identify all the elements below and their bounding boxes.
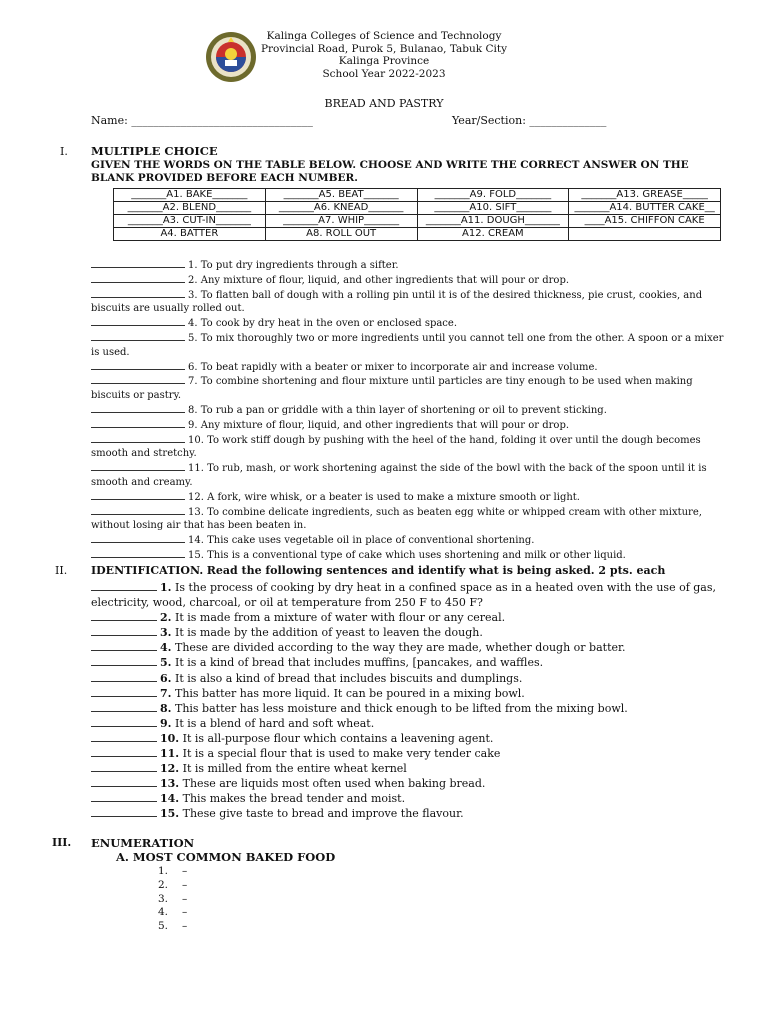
list-item: 13. To combine delicate ingredients, such as beaten egg white or whipped cream with other mixture, without losing air that has been beaten in. [91, 506, 702, 532]
identification-list [91, 580, 731, 822]
list-item: 7. To combine shortening and flour mixture until particles are tiny enough to be used when making biscuits or pastry. [91, 376, 693, 402]
list-item: 14. This makes the bread tender and moist. [91, 791, 731, 806]
table-row [114, 228, 721, 241]
section-3-number: III. [52, 836, 72, 849]
answer-blank[interactable] [91, 331, 185, 341]
table-cell: A8. ROLL OUT [265, 228, 417, 241]
list-item[interactable]: 4. – [158, 906, 188, 919]
table-cell: _______A3. CUT-IN_______ [114, 215, 266, 228]
list-item[interactable]: 1. – [158, 865, 188, 877]
answer-blank[interactable] [91, 490, 185, 500]
list-item: 5. It is a kind of bread that includes muffins, [pancakes, and waffles. [91, 655, 731, 670]
table-cell: A4. BATTER [114, 228, 266, 241]
table-cell: _______A7. WHIP_______ [265, 215, 417, 228]
answer-blank[interactable] [91, 461, 185, 471]
table-cell: A12. CREAM [417, 228, 569, 241]
list-item: 9. It is a blend of hard and soft wheat. [91, 716, 731, 731]
list-item[interactable]: 3. – [158, 892, 188, 905]
name-field[interactable]: Name: _________________________________ [91, 114, 313, 127]
section-2-number: II. [55, 564, 68, 577]
list-item: 1. Is the process of cooking by dry heat in a confined space as in a heated oven with the use of gas, electricity, wood, charcoal, or oil at temperature from 250 F to 450 F? [91, 581, 717, 610]
answer-blank[interactable] [91, 686, 157, 697]
answer-blank[interactable] [91, 316, 185, 326]
year-section-field[interactable]: Year/Section: ______________ [452, 114, 607, 127]
list-item: 4. To cook by dry heat in the oven or enclosed space. [91, 316, 731, 331]
table-cell: _______A10. SIFT_______ [417, 202, 569, 215]
table-row [114, 215, 721, 228]
answer-blank[interactable] [91, 776, 157, 787]
answer-blank[interactable] [91, 746, 157, 757]
table-cell: _______A5. BEAT_______ [265, 189, 417, 202]
table-cell: _______A1. BAKE_______ [114, 189, 266, 202]
list-item: 8. This batter has less moisture and thick enough to be lifted from the mixing bowl. [91, 701, 731, 716]
table-cell: _______A9. FOLD_______ [417, 189, 569, 202]
answer-blank[interactable] [91, 625, 157, 636]
answer-blank[interactable] [91, 701, 157, 712]
section-1-title: MULTIPLE CHOICE [91, 144, 218, 158]
answer-blank[interactable] [91, 433, 185, 443]
answer-blank[interactable] [91, 374, 185, 384]
enumeration-list [158, 865, 187, 934]
answer-blank[interactable] [91, 806, 157, 817]
table-cell: _______A11. DOUGH_______ [417, 215, 569, 228]
section-2-title: IDENTIFICATION. [91, 564, 204, 577]
answer-blank[interactable] [91, 716, 157, 727]
section-1-instructions: GIVEN THE WORDS ON THE TABLE BELOW. CHOOSE AND WRITE THE CORRECT ANSWER ON THE BLANK PROVIDED BEFORE EACH NUMBER. [91, 159, 689, 184]
answer-blank[interactable] [91, 505, 185, 515]
table-row [114, 202, 721, 215]
list-item: 14. This cake uses vegetable oil in place of conventional shortening. [91, 533, 731, 548]
list-item: 5. To mix thoroughly two or more ingredients until you cannot tell one from the other. A spoon or a mixer is used. [91, 332, 724, 358]
list-item: 2. Any mixture of flour, liquid, and other ingredients that will pour or drop. [91, 273, 731, 288]
table-cell: ____A15. CHIFFON CAKE [569, 215, 721, 228]
answer-blank[interactable] [91, 360, 185, 370]
school-name: Kalinga Colleges of Science and Technology [266, 30, 502, 42]
list-item: 6. To beat rapidly with a beater or mixer to incorporate air and increase volume. [91, 360, 731, 375]
multiple-choice-list [91, 258, 731, 563]
answer-blank[interactable] [91, 640, 157, 651]
list-item: 10. To work stiff dough by pushing with the heel of the hand, folding it over until the dough becomes smooth and stretchy. [91, 434, 701, 460]
school-address: Provincial Road, Purok 5, Bulanao, Tabuk City [260, 42, 508, 55]
answer-blank[interactable] [91, 548, 185, 558]
answer-blank[interactable] [91, 580, 157, 591]
list-item: 3. It is made by the addition of yeast to leaven the dough. [91, 625, 731, 640]
list-item: 9. Any mixture of flour, liquid, and other ingredients that will pour or drop. [91, 418, 731, 433]
list-item[interactable]: 2. – [158, 878, 188, 891]
table-cell: _______A2. BLEND_______ [114, 202, 266, 215]
school-province: Kalinga Province [338, 55, 430, 67]
answer-blank[interactable] [91, 655, 157, 666]
list-item: 7. This batter has more liquid. It can be poured in a mixing bowl. [91, 686, 731, 701]
section-1-number: I. [60, 145, 68, 158]
list-item: 8. To rub a pan or griddle with a thin layer of shortening or oil to prevent sticking. [91, 403, 731, 418]
table-cell: _______A6. KNEAD_______ [265, 202, 417, 215]
section-2-heading [91, 564, 665, 577]
list-item: 4. These are divided according to the way they are made, whether dough or batter. [91, 640, 731, 655]
list-item: 2. It is made from a mixture of water with flour or any cereal. [91, 610, 731, 625]
list-item: 12. It is milled from the entire wheat kernel [91, 761, 731, 776]
word-choice-table [113, 188, 721, 241]
list-item[interactable]: 5. – [158, 920, 188, 933]
section-2-instructions: Read the following sentences and identify what is being asked. 2 pts. each [206, 564, 666, 577]
answer-blank[interactable] [91, 610, 157, 621]
answer-blank[interactable] [91, 288, 185, 298]
list-item: 15. This is a conventional type of cake which uses shortening and milk or other liquid. [91, 548, 731, 563]
list-item: 11. It is a special flour that is used to make very tender cake [91, 746, 731, 761]
answer-blank[interactable] [91, 533, 185, 543]
answer-blank[interactable] [91, 731, 157, 742]
answer-blank[interactable] [91, 671, 157, 682]
subject-title: BREAD AND PASTRY [324, 97, 444, 110]
answer-blank[interactable] [91, 761, 157, 772]
table-cell: _______A14. BUTTER CAKE__ [569, 202, 721, 215]
table-cell [569, 228, 721, 241]
list-item: 12. A fork, wire whisk, or a beater is used to make a mixture smooth or light. [91, 490, 731, 505]
section-3-title: ENUMERATION [91, 836, 195, 850]
list-item: 3. To flatten ball of dough with a rolling pin until it is of the desired thickness, pie crust, cookies, and biscuits are usually rolled out. [91, 289, 703, 315]
table-cell: _______A13. GREASE_____ [569, 189, 721, 202]
list-item: 11. To rub, mash, or work shortening against the side of the bowl with the back of the spoon until it is smooth and creamy. [91, 463, 707, 488]
list-item: 10. It is all-purpose flour which contains a leavening agent. [91, 731, 731, 746]
answer-blank[interactable] [91, 791, 157, 802]
answer-blank[interactable] [91, 403, 185, 413]
list-item: 13. These are liquids most often used when baking bread. [91, 776, 731, 791]
list-item: 6. It is also a kind of bread that includes biscuits and dumplings. [91, 671, 731, 686]
answer-blank[interactable] [91, 418, 185, 428]
list-item: 1. To put dry ingredients through a sifter. [91, 258, 731, 273]
enumeration-subtitle: A. MOST COMMON BAKED FOOD [116, 850, 336, 864]
table-row [114, 189, 721, 202]
list-item: 15. These give taste to bread and improve the flavour. [91, 806, 731, 821]
school-year: School Year 2022-2023 [322, 67, 446, 80]
answer-blank[interactable] [91, 273, 185, 283]
school-header [240, 30, 528, 80]
answer-blank[interactable] [91, 258, 185, 268]
